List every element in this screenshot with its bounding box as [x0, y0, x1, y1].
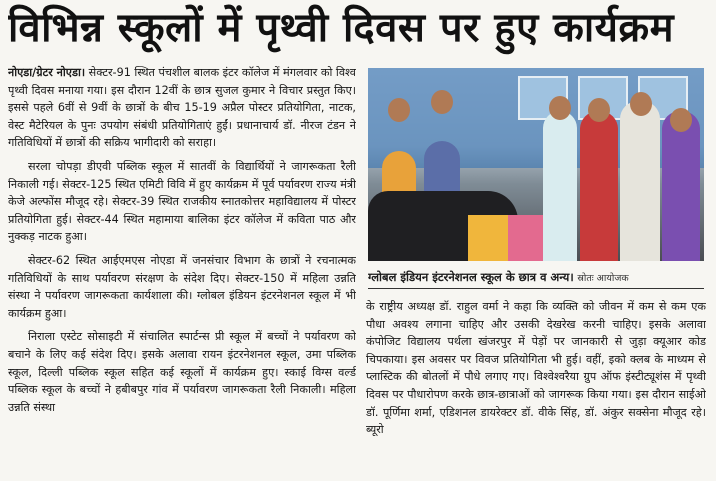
- article-paragraph: निराला एस्टेट सोसाइटी में संचालित स्पार्टन्स प्री स्कूल में बच्चों ने पर्यावरण को बचाने के लिए कई संदेश दिए। इसके अलावा रायन इंटरनेशनल स्कूल, उमा पब्लिक स्कूल, दिल्ली पब्लिक स्कूल सहित कई स्कूलों में कार्यक्रम हुए। स्काई विग्स वर्ल्ड पब्लिक स्कूल के बच्चों ने हबीबपुर गांव में पर्यावरण जागरूकता रैली निकाली। महिला उन्नति संस्था: [8, 330, 356, 414]
- photo-person-head: [388, 98, 410, 122]
- caption-text: ग्लोबल इंडियन इंटरनेशनल स्कूल के छात्र व अन्य।: [368, 270, 574, 284]
- article-left-column: [8, 64, 356, 478]
- photo-box: [468, 215, 508, 261]
- photo-person: [580, 111, 618, 261]
- paragraph-text: सेक्टर-91 स्थित पंचशील बालक इंटर कॉलेज में मंगलवार को विश्व पृथ्वी दिवस मनाया गया। इस दौरान 12वीं के छात्र सुजल कुमार ने विचार प्रस्तुत किए। इससे पहले 6वीं से 9वीं के छात्रों के बीच 15-19 अप्रैल पोस्टर प्रतियोगिता, नाटक, वेस्ट मैटेरियल के पुनः उपयोग संबंधी प्रतियोगिताएं हुईं। प्रधानाचार्य डॉ. नीरज टंडन ने गतिविधियों में छात्रों की सक्रिय भागीदारी को सराहा।: [8, 66, 356, 150]
- photo-caption: [368, 266, 704, 289]
- article-paragraph: के राष्ट्रीय अध्यक्ष डॉ. राहुल वर्मा ने कहा कि व्यक्ति को जीवन में कम से कम एक पौधा अवश्य लगाना चाहिए और उसकी देखरेख करनी चाहिए। इसके अलावा कंपोजिट विद्यालय पर्थला खंजरपुर में पेड़ों पर जानकारी से जुड़ा क्यूआर कोड चिपकाया। इस अवसर पर विवज प्रतियोगिता भी हुई। वहीं, इको क्लब के माध्यम से प्लास्टिक की बोतलों में पौधे लगाए गए। विश्वेश्वरैया ग्रुप ऑफ इंस्टीट्यूशंस में पृथ्वी दिवस पर पौधारोपण करके छात्र-छात्राओं को जागरूक किया गया। इस दौरान साईओ डॉ. पूर्णिमा शर्मा, एडिशनल डायरेक्टर डॉ. वीके सिंह, डॉ. अंकुर सक्सेना मौजूद रहे। ब्यूरो: [366, 300, 706, 437]
- photo-person: [620, 101, 660, 261]
- headline: विभिन्न स्कूलों में पृथ्वी दिवस पर हुए कार्यक्रम: [8, 5, 675, 51]
- caption-source: स्रोतः आयोजक: [577, 273, 629, 284]
- photo-box: [508, 215, 544, 261]
- photo-person: [662, 111, 700, 261]
- photo-person: [543, 111, 577, 261]
- photo-person-head: [549, 96, 571, 120]
- news-photo: [368, 68, 704, 261]
- photo-person-head: [630, 92, 652, 116]
- dateline: नोएडा/ग्रेटर नोएडा।: [8, 66, 86, 79]
- photo-person-head: [670, 108, 692, 132]
- photo-person-head: [431, 90, 453, 114]
- article-paragraph: [8, 64, 356, 152]
- photo-person-head: [588, 98, 610, 122]
- article-paragraph: सेक्टर-62 स्थित आईएमएस नोएडा में जनसंचार विभाग के छात्रों ने रचनात्मक गतिविधियों के साथ पर्यावरण संरक्षण के संदेश दिए। सेक्टर-150 में महिला उन्नति संस्था ने पर्यावरण जागरूकता कार्यशाला की। ग्लोबल इंडियन इंटरनेशनल स्कूल में भी कार्यक्रम हुआ।: [8, 253, 356, 320]
- article-right-column: [366, 298, 706, 476]
- article-paragraph: सरला चोपड़ा डीएवी पब्लिक स्कूल में सातवीं के विद्यार्थियों ने जागरूकता रैली निकाली गई। सेक्टर-125 स्थित एमिटी विवि में हुए कार्यक्रम में पूर्व पर्यावरण राज्य मंत्री केजे अल्फोंस मौजूद रहे। सेक्टर-39 स्थित राजकीय स्नातकोत्तर महाविद्यालय में पोस्टर प्रतियोगिता हुई। सेक्टर-44 स्थित महामाया बालिका इंटर कॉलेज में कविता पाठ और नुक्कड़ नाटक हुआ।: [8, 159, 356, 244]
